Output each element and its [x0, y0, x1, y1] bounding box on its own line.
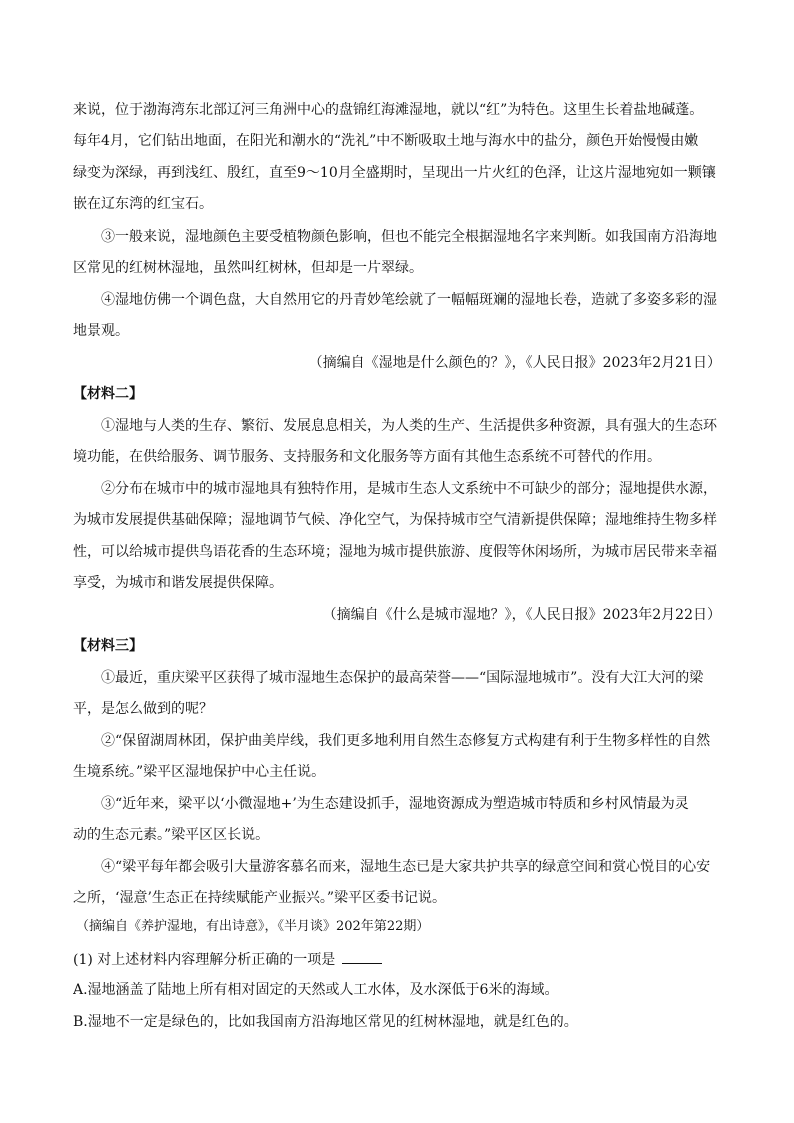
- text-line: 地景观。: [73, 323, 129, 339]
- text-line: ④“梁平每年都会吸引大量游客慕名而来，湿地生态已是大家共护共享的绿意空间和赏心悦目的心安: [101, 859, 711, 875]
- text-line: 性，可以给城市提供鸟语花香的生态环境；湿地为城市提供旅游、度假等休闲场所，为城市居民带来幸福: [73, 544, 717, 560]
- section-heading: 【材料三】: [73, 638, 143, 654]
- text-line: ①湿地与人类的生存、繁衍、发展息息相关，为人类的生产、生活提供多种资源，具有强大的生态环: [101, 418, 717, 434]
- text-line: 动的生态元素。”梁平区区长说。: [73, 827, 270, 843]
- text-line: ③一般来说，湿地颜色主要受植物颜色影响，但也不能完全根据湿地名字来判断。如我国南方沿海地: [101, 229, 717, 245]
- text-line: 境功能，在供给服务、调节服务、支持服务和文化服务等方面有其他生态系统不可替代的作用。: [73, 449, 661, 465]
- source-citation: （摘编自《什么是城市湿地？》，《人民日报》2023年2月22日）: [322, 607, 721, 623]
- text-line: ②“保留湖周林团，保护曲美岸线，我们更多地利用自然生态修复方式构建有利于生物多样性的自然: [101, 733, 711, 749]
- source-citation: （摘编自《养护湿地，有出诗意》，《半月谈》202年第22期）: [76, 919, 430, 934]
- text-line: ②分布在城市中的城市湿地具有独特作用，是城市生态人文系统中不可缺少的部分；湿地提供水源，: [101, 481, 717, 497]
- section-heading: 【材料二】: [73, 386, 143, 402]
- text-line: 绿变为深绿，再到浅红、殷红，直至9～10月全盛期时，呈现出一片火红的色泽，让这片湿地宛如一颗镶: [73, 165, 716, 181]
- text-line: ③“近年来，梁平以‘小微湿地+’为生态建设抓手，湿地资源成为塑造城市特质和乡村风情最为灵: [101, 796, 689, 812]
- text-line: 享受，为城市和谐发展提供保障。: [73, 575, 283, 591]
- text-line: 平，是怎么做到的呢？: [73, 701, 213, 717]
- text-line: ①最近，重庆梁平区获得了城市湿地生态保护的最高荣誉——“国际湿地城市”。没有大江大河的梁: [101, 670, 704, 686]
- option-b: B.湿地不一定是绿色的，比如我国南方沿海地区常见的红树林湿地，就是红色的。: [73, 1014, 578, 1030]
- text-line: ④湿地仿佛一个调色盘，大自然用它的丹青妙笔绘就了一幅幅斑斓的湿地长卷，造就了多姿多彩的湿: [101, 292, 717, 308]
- text-line: 嵌在辽东湾的红宝石。: [73, 196, 213, 212]
- answer-blank: [342, 949, 382, 964]
- text-line: 区常见的红树林湿地，虽然叫红树林，但却是一片翠绿。: [73, 260, 423, 276]
- question-stem: [73, 949, 723, 970]
- text-line: 来说，位于渤海湾东北部辽河三角洲中心的盘锦红海滩湿地，就以“红”为特色。这里生长着盐地碱蓬。: [73, 102, 704, 118]
- option-a: A.湿地涵盖了陆地上所有相对固定的天然或人工水体，及水深低于6米的海域。: [73, 982, 559, 998]
- text-line: 每年4月，它们钻出地面，在阳光和潮水的“洗礼”中不断吸取土地与海水中的盐分，颜色开始慢慢由嫩: [73, 133, 699, 149]
- text-line: 生境系统。”梁平区湿地保护中心主任说。: [73, 764, 326, 780]
- text-line: 为城市发展提供基础保障；湿地调节气候、净化空气，为保持城市空气清新提供保障；湿地维持生物多样: [73, 512, 717, 528]
- text-line: 之所，‘湿意’生态正在持续赋能产业振兴。”梁平区委书记说。: [73, 890, 447, 906]
- question-stem-text: (1) 对上述材料内容理解分析正确的一项是: [73, 952, 336, 968]
- source-citation: （摘编自《湿地是什么颜色的？》，《人民日报》2023年2月21日）: [308, 355, 721, 371]
